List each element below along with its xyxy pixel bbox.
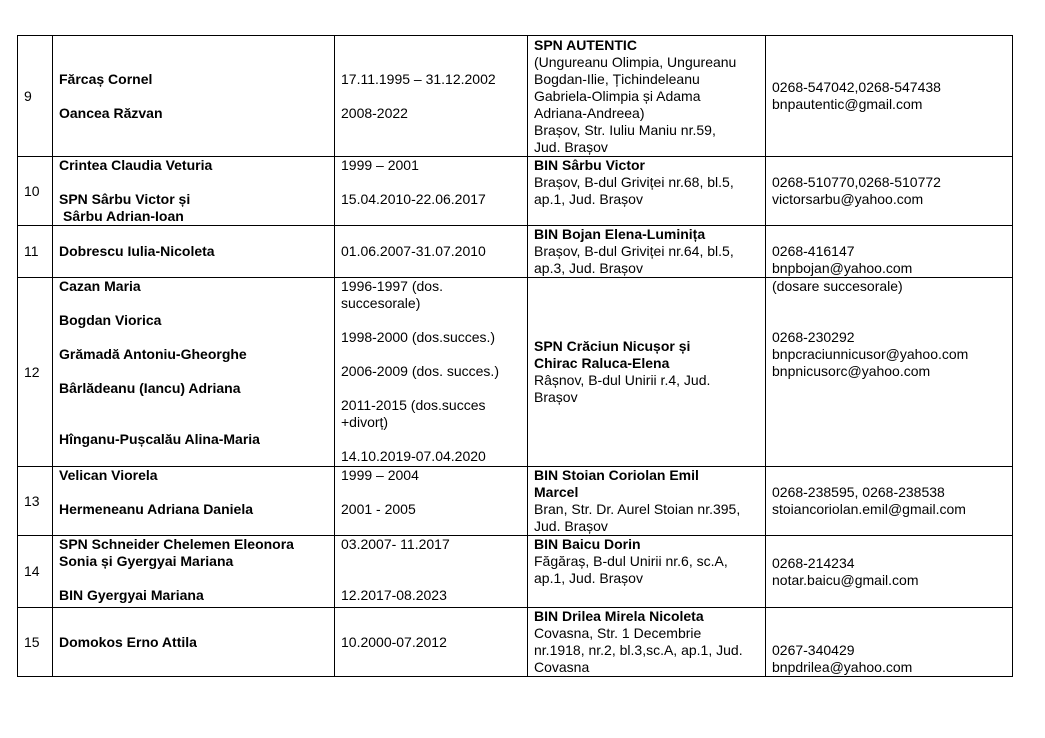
contact-info: 0268-214234 notar.baicu@gmail.com — [766, 536, 1013, 608]
notary-names: Fărcaș Cornel Oancea Răzvan — [53, 36, 335, 157]
notary-names: Crintea Claudia Veturia SPN Sârbu Victor și Sârbu Adrian-Ioan — [53, 157, 335, 226]
notary-names: Domokos Erno Attila — [53, 608, 335, 677]
email-link[interactable]: bnpcraciunnicusor@yahoo.com — [772, 346, 969, 362]
table-row — [18, 36, 1013, 157]
archive-office: BIN Baicu Dorin Făgăraș, B-dul Unirii nr.6, sc.A, ap.1, Jud. Brașov — [528, 536, 766, 608]
activity-periods: 17.11.1995 – 31.12.2002 2008-2022 — [335, 36, 528, 157]
row-number: 15 — [18, 608, 53, 677]
row-number: 13 — [18, 467, 53, 536]
table-row — [18, 608, 1013, 677]
contact-info: 0268-238595, 0268-238538 stoiancoriolan.emil@gmail.com — [766, 467, 1013, 536]
contact-info: 0267-340429 bnpdrilea@yahoo.com — [766, 608, 1013, 677]
notary-names: SPN Schneider Chelemen Eleonora Sonia și Gyergyai Mariana BIN Gyergyai Mariana — [53, 536, 335, 608]
table-row — [18, 157, 1013, 226]
email-link[interactable]: stoiancoriolan.emil@gmail.com — [772, 501, 966, 517]
email-link[interactable]: notar.baicu@gmail.com — [772, 571, 919, 588]
email-link[interactable]: bnpbojan@yahoo.com — [772, 260, 913, 276]
table-row — [18, 536, 1013, 608]
activity-periods: 1999 – 2004 2001 - 2005 — [335, 467, 528, 536]
row-number: 11 — [18, 226, 53, 278]
activity-periods: 03.2007- 11.2017 12.2017-08.2023 — [335, 536, 528, 608]
email-link[interactable]: bnpautentic@gmail.com — [772, 96, 923, 112]
row-number: 9 — [18, 36, 53, 157]
notary-names: Dobrescu Iulia-Nicoleta — [53, 226, 335, 278]
contact-info: 0268-416147 bnpbojan@yahoo.com — [766, 226, 1013, 278]
notary-names: Cazan Maria Bogdan Viorica Grămadă Antoniu-Gheorghe Bârlădeanu (Iancu) Adriana Hînganu-Pușcalău Alina-Maria — [53, 278, 335, 467]
archive-office: BIN Drilea Mirela Nicoleta Covasna, Str. 1 Decembrie nr.1918, nr.2, bl.3,sc.A, ap.1, Jud. Covasna — [528, 608, 766, 677]
activity-periods: 01.06.2007-31.07.2010 — [335, 226, 528, 278]
table-row — [18, 278, 1013, 467]
row-number: 14 — [18, 536, 53, 608]
table-row — [18, 226, 1013, 278]
email-link[interactable]: bnpnicusorc@yahoo.com — [772, 363, 931, 379]
row-number: 10 — [18, 157, 53, 226]
contact-info: 0268-547042,0268-547438 bnpautentic@gmail.com — [766, 36, 1013, 157]
notary-names: Velican Viorela Hermeneanu Adriana Daniela — [53, 467, 335, 536]
archive-office: SPN AUTENTIC (Ungureanu Olimpia, Ungureanu Bogdan-Ilie, Țichindeleanu Gabriela-Olimpia și Adama Adriana-Andreea) Brașov, Str. Iuliu Maniu nr.59, Jud. Brașov — [528, 36, 766, 157]
email-link[interactable]: victorsarbu@yahoo.com — [772, 191, 924, 207]
activity-periods: 10.2000-07.2012 — [335, 608, 528, 677]
row-number: 12 — [18, 278, 53, 467]
archive-office: BIN Stoian Coriolan Emil Marcel Bran, Str. Dr. Aurel Stoian nr.395, Jud. Brașov — [528, 467, 766, 536]
activity-periods: 1996-1997 (dos. succesorale) 1998-2000 (dos.succes.) 2006-2009 (dos. succes.) 2011-2015 (dos.succes +divorț) 14.10.2019-07.04.2020 — [335, 278, 528, 467]
contact-info: (dosare succesorale) 0268-230292 bnpcraciunnicusor@yahoo.com bnpnicusorc@yahoo.com — [766, 278, 1013, 467]
table-row — [18, 467, 1013, 536]
archive-office: BIN Sârbu Victor Brașov, B-dul Griviței nr.68, bl.5, ap.1, Jud. Brașov — [528, 157, 766, 226]
contact-info: 0268-510770,0268-510772 victorsarbu@yahoo.com — [766, 157, 1013, 226]
archive-office: BIN Bojan Elena-Luminița Brașov, B-dul Griviței nr.64, bl.5, ap.3, Jud. Brașov — [528, 226, 766, 278]
activity-periods: 1999 – 2001 15.04.2010-22.06.2017 — [335, 157, 528, 226]
notary-archive-table — [17, 35, 1013, 677]
email-link[interactable]: bnpdrilea@yahoo.com — [772, 659, 913, 675]
archive-office: SPN Crăciun Nicușor și Chirac Raluca-Elena Râșnov, B-dul Unirii r.4, Jud. Brașov — [528, 278, 766, 467]
